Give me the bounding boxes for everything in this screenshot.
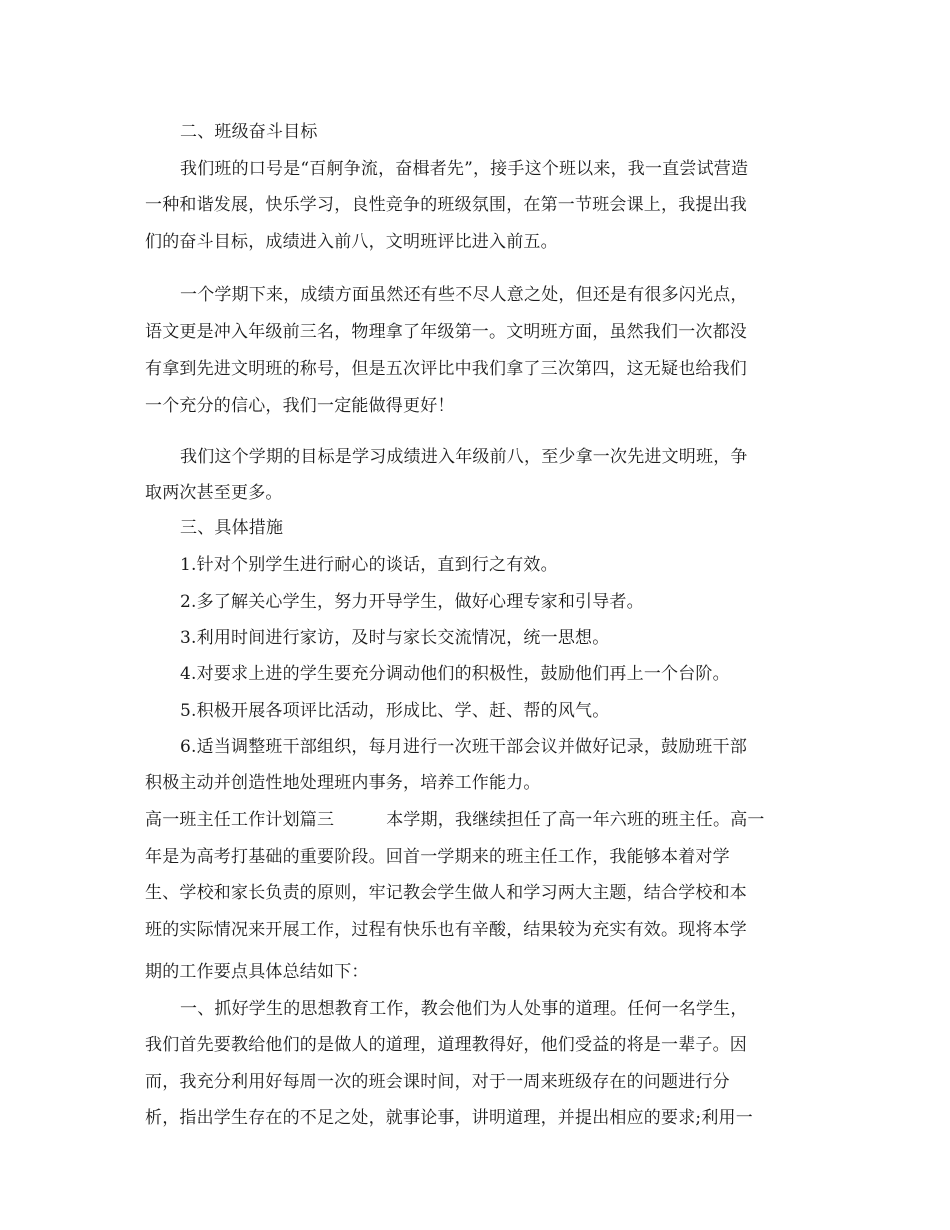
list-item: 5.积极开展各项评比活动，形成比、学、赶、帮的风气。 bbox=[180, 701, 610, 721]
paragraph-line: 一个充分的信心，我们一定能做得更好！ bbox=[145, 396, 455, 416]
paragraph-line: 而，我充分利用好每周一次的班会课时间，对于一周来班级存在的问题进行分 bbox=[145, 1072, 730, 1092]
paragraph-line: 我们首先要教给他们的是做人的道理，道理教得好，他们受益的将是一辈子。因 bbox=[145, 1035, 747, 1055]
heading-measures: 三、具体措施 bbox=[180, 518, 284, 538]
paragraph-line: 一、抓好学生的思想教育工作，教会他们为人处事的道理。任何一名学生， bbox=[180, 999, 748, 1019]
list-item-continuation: 积极主动并创造性地处理班内事务，培养工作能力。 bbox=[145, 773, 541, 793]
paragraph-line: 一种和谐发展，快乐学习，良性竞争的班级氛围，在第一节班会课上，我提出我 bbox=[145, 195, 747, 215]
paragraph-line: 语文更是冲入年级前三名，物理拿了年级第一。文明班方面，虽然我们一次都没 bbox=[145, 322, 747, 342]
paragraph-line: 析，指出学生存在的不足之处，就事论事，讲明道理，并提出相应的要求;利用一 bbox=[145, 1108, 753, 1128]
paragraph-line: 班的实际情况来开展工作，过程有快乐也有辛酸，结果较为充实有效。现将本学 bbox=[145, 920, 747, 940]
heading-class-goals: 二、班级奋斗目标 bbox=[180, 122, 318, 142]
section-heading-line bbox=[145, 808, 805, 832]
paragraph-line: 期的工作要点具体总结如下： bbox=[145, 962, 369, 982]
list-item: 3.利用时间进行家访，及时与家长交流情况，统一思想。 bbox=[180, 628, 610, 648]
list-item: 2.多了解关心学生，努力开导学生，做好心理专家和引导者。 bbox=[180, 592, 644, 612]
paragraph-line: 一个学期下来，成绩方面虽然还有些不尽人意之处，但还是有很多闪光点， bbox=[180, 285, 748, 305]
paragraph-text: 本学期，我继续担任了高一年六班的班主任。高一 bbox=[386, 810, 765, 830]
paragraph-line: 们的奋斗目标，成绩进入前八，文明班评比进入前五。 bbox=[145, 232, 558, 252]
paragraph-line: 我们班的口号是“百舸争流，奋楫者先”，接手这个班以来，我一直尝试营造 bbox=[180, 159, 749, 179]
paragraph-line: 年是为高考打基础的重要阶段。回首一学期来的班主任工作，我能够本着对学 bbox=[145, 847, 730, 867]
paragraph-line: 有拿到先进文明班的称号，但是五次评比中我们拿了三次第四，这无疑也给我们 bbox=[145, 359, 747, 379]
paragraph-line: 我们这个学期的目标是学习成绩进入年级前八，至少拿一次先进文明班，争 bbox=[180, 447, 748, 467]
section-heading: 高一班主任工作计划篇三 bbox=[145, 810, 335, 830]
list-item: 1.针对个别学生进行耐心的谈话，直到行之有效。 bbox=[180, 555, 558, 575]
list-item: 4.对要求上进的学生要充分调动他们的积极性，鼓励他们再上一个台阶。 bbox=[180, 664, 730, 684]
paragraph-line: 取两次甚至更多。 bbox=[145, 483, 283, 503]
paragraph-line: 生、学校和家长负责的原则，牢记教会学生做人和学习两大主题，结合学校和本 bbox=[145, 883, 747, 903]
list-item: 6.适当调整班干部组织，每月进行一次班干部会议并做好记录，鼓励班干部 bbox=[180, 737, 748, 757]
